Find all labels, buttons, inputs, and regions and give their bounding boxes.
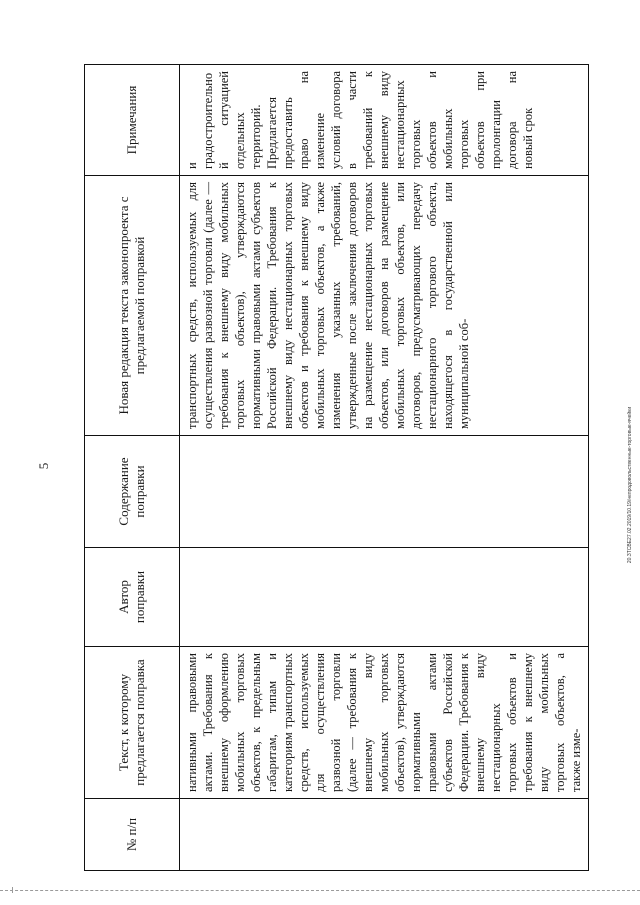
fold-tick — [12, 887, 19, 893]
header-source-text: Текст, к которому предлагается поправка — [85, 647, 180, 799]
header-notes: Примечания — [85, 65, 180, 176]
header-new-text: Новая редакция текста законопроекта с предлагаемой поправкой — [85, 176, 180, 436]
cell-new-text: транспортных средств, используемых для осуществления развозной торговли (далее — требования к внешнему виду мобильных торговых объектов), утверждаются нормативными правовыми актами субъектов Российской Федерации. Требования к внешнему виду нестационарных торговых объектов и требования к внешнему виду мобильных торговых объектов, а также изменения указанных требований, утвержденные после заключения договоров на размещение нестационарных торговых объектов, или договоров на размещение мобильных торговых объектов, или договоров, предусматривающих передачу нестационарного торгового объекта, находящегося в государственной или муниципальной соб- — [180, 176, 589, 436]
document-stamp: 20.ЗТСВЕ27.02.2019/10.19/непродовольственные-торговые-ячейки — [627, 406, 633, 564]
header-num: № п/п — [85, 799, 180, 871]
cell-content — [180, 436, 589, 548]
cell-notes: и градостроительной ситуацией отдельных территорий. Предлагается предоставить право на изменение условий договора в части требований к внешнему виду нестационарных торговых объектов и мобильных торговых объектов при пролонгации договора на новый срок — [180, 65, 589, 176]
header-author: Автор поправки — [85, 548, 180, 647]
header-content: Содержание поправки — [85, 436, 180, 548]
table-header-row — [85, 65, 180, 871]
cell-author — [180, 548, 589, 647]
page-number: 5 — [36, 462, 51, 470]
amendment-table — [84, 65, 583, 871]
table-row — [180, 65, 589, 871]
fold-line — [0, 890, 640, 891]
cell-source-text: нативными правовыми актами. Требования к внешнему оформлению мобильных торговых объектов, к предельным габаритам, типам и категориям транспортных средств, используемых для осуществления развозной торговли (далее — требования к внешнему виду мобильных торговых объектов), утверждаются нормативными правовыми актами субъектов Российской Федерации. Требования к внешнему виду нестационарных торговых объектов и требования к внешнему виду мобильных торговых объектов, а также изме- — [180, 647, 589, 799]
cell-num — [180, 799, 589, 871]
